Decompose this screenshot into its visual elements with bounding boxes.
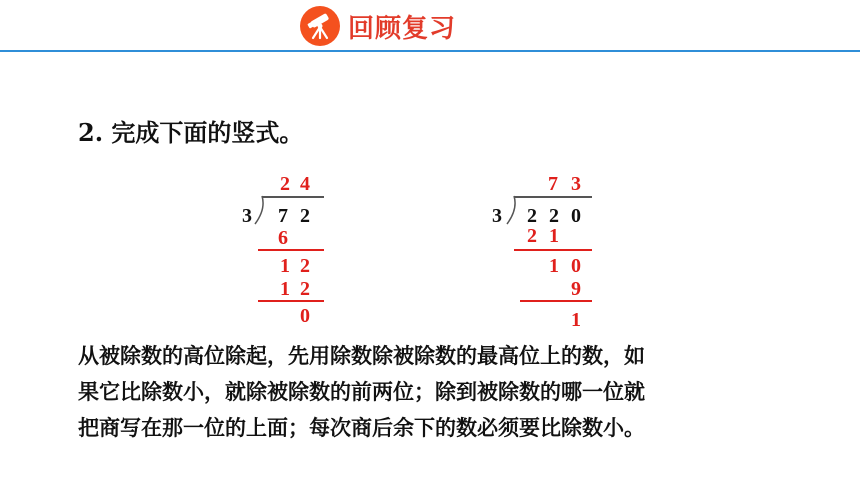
explanation-line: 把商写在那一位的上面；每次商后余下的数必须要比除数小。	[78, 416, 645, 440]
dividend-digit: 0	[571, 205, 581, 227]
step-value: 2	[300, 278, 310, 300]
step-value: 2	[527, 225, 537, 247]
dividend-digit: 2	[527, 205, 537, 227]
step-line	[520, 300, 592, 302]
remainder: 0	[300, 305, 310, 327]
division-bar	[514, 196, 592, 198]
dividend-digit: 2	[300, 205, 310, 227]
question-number: 2.	[78, 118, 104, 147]
step-value: 1	[549, 225, 559, 247]
step-line	[514, 249, 592, 251]
explanation-paragraph	[78, 338, 858, 446]
divisor: 3	[242, 205, 252, 227]
step-value: 1	[280, 255, 290, 277]
question-text: 完成下面的竖式。	[111, 118, 304, 147]
quotient-digit: 3	[571, 173, 581, 195]
header-badge	[300, 6, 456, 46]
explanation-line: 从被除数的高位除起，先用除数除被除数的最高位上的数，如	[78, 344, 645, 368]
division-bar	[262, 196, 324, 198]
step-value: 2	[300, 255, 310, 277]
division-bracket	[252, 195, 266, 225]
step-line	[258, 249, 324, 251]
divisor: 3	[492, 205, 502, 227]
telescope-icon	[300, 6, 340, 46]
quotient-digit: 4	[300, 173, 310, 195]
step-line	[258, 300, 324, 302]
dividend-digit: 2	[549, 205, 559, 227]
step-value: 0	[571, 255, 581, 277]
step-value: 9	[571, 278, 581, 300]
explanation-line: 果它比除数小，就除被除数的前两位；除到被除数的哪一位就	[78, 380, 645, 404]
division-bracket	[504, 195, 518, 225]
remainder: 1	[571, 309, 581, 331]
question-title	[78, 113, 303, 148]
step-value: 1	[280, 278, 290, 300]
quotient-digit: 2	[280, 173, 290, 195]
step-value: 6	[278, 227, 288, 249]
header-title: 回顾复习	[348, 13, 457, 44]
dividend-digit: 7	[278, 205, 288, 227]
step-value: 1	[549, 255, 559, 277]
quotient-digit: 7	[548, 173, 558, 195]
header-divider-line	[0, 50, 860, 52]
